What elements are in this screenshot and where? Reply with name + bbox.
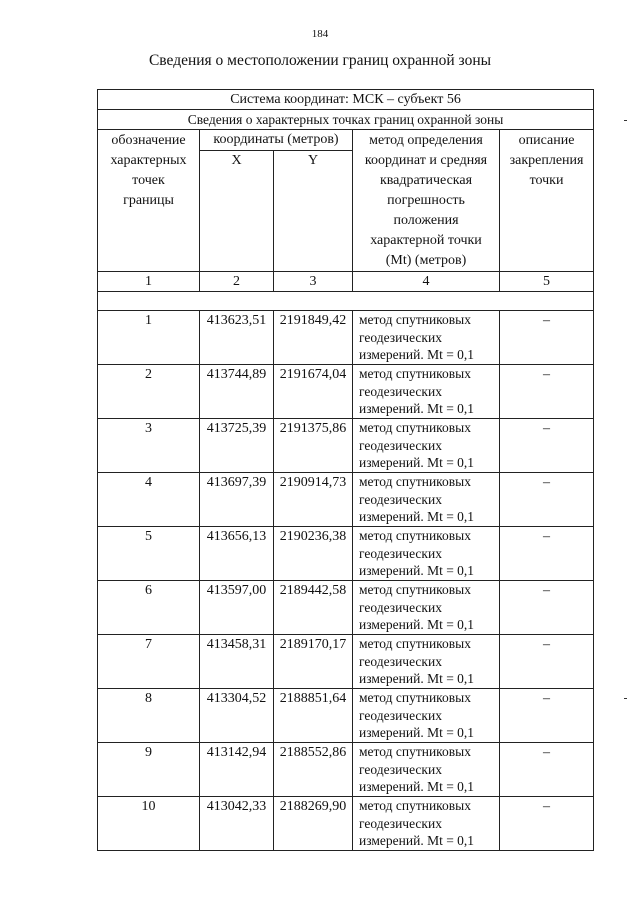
method-line: измерений. Mt = 0,1 [359,671,475,686]
method-line: метод спутниковых [359,798,471,813]
coordinate-y: 2188269,90 [274,797,353,851]
method-line: измерений. Mt = 0,1 [359,779,475,794]
method-line: геодезических [359,599,442,615]
coordinate-y: 2189170,17 [274,635,353,689]
coordinate-x: 413725,39 [200,419,274,473]
coordinate-x: 413458,31 [200,635,274,689]
method-line: метод спутниковых [359,312,471,327]
scan-edge-mark [624,698,627,699]
header-designation [98,130,200,272]
coordinate-y: 2188851,64 [274,689,353,743]
table-row [98,473,594,527]
column-number: 1 [98,272,200,292]
method-line: геодезических [359,329,442,345]
point-number: 4 [98,473,200,527]
table-row [98,419,594,473]
header-method-line: положения [393,213,459,228]
point-number: 10 [98,797,200,851]
fixation-description: – [500,365,594,419]
point-number: 3 [98,419,200,473]
point-number: 7 [98,635,200,689]
fixation-description: – [500,581,594,635]
header-designation-line: характерных [110,153,187,168]
point-number: 1 [98,311,200,365]
fixation-description: – [500,635,594,689]
point-number: 2 [98,365,200,419]
method-cell [353,473,500,527]
table-row [98,365,594,419]
method-cell [353,311,500,365]
header-designation-line: точек [132,173,165,188]
method-line: геодезических [359,653,442,669]
method-line: измерений. Mt = 0,1 [359,833,475,848]
method-line: геодезических [359,545,442,561]
point-number: 5 [98,527,200,581]
coordinate-y: 2189442,58 [274,581,353,635]
header-method-line: метод определения [369,133,483,148]
method-cell [353,689,500,743]
header-description-line: описание [518,133,575,148]
method-line: геодезических [359,437,442,453]
method-line: измерений. Mt = 0,1 [359,401,475,416]
fixation-description: – [500,473,594,527]
table-row [98,689,594,743]
table-row [98,527,594,581]
coordinate-y: 2190236,38 [274,527,353,581]
method-line: измерений. Mt = 0,1 [359,563,475,578]
section-title-row [98,110,594,130]
method-cell [353,365,500,419]
header-description-line: закрепления [509,153,584,168]
coordinate-y: 2191375,86 [274,419,353,473]
empty-cell [98,292,594,311]
coordinate-x: 413142,94 [200,743,274,797]
header-method-line: координат и средняя [364,153,488,168]
boundary-points-table [97,89,594,851]
coordinate-y: 2188552,86 [274,743,353,797]
method-line: измерений. Mt = 0,1 [359,347,475,362]
table-row [98,743,594,797]
method-line: метод спутниковых [359,582,471,597]
coordinate-x: 413623,51 [200,311,274,365]
method-line: геодезических [359,491,442,507]
coordinate-system-row [98,90,594,110]
coordinate-y: 2190914,73 [274,473,353,527]
document-title: Сведения о местоположении границ охранной зоны [148,52,492,69]
column-number: 5 [500,272,594,292]
table-row [98,635,594,689]
method-line: измерений. Mt = 0,1 [359,617,475,632]
header-designation-line: границы [123,193,174,208]
header-y: Y [274,151,353,272]
coordinate-x: 413597,00 [200,581,274,635]
column-number: 3 [274,272,353,292]
method-line: метод спутниковых [359,636,471,651]
coordinate-x: 413042,33 [200,797,274,851]
method-line: метод спутниковых [359,528,471,543]
method-line: измерений. Mt = 0,1 [359,455,475,470]
table-row [98,581,594,635]
header-method-line: квадратическая [379,173,473,188]
method-line: метод спутниковых [359,690,471,705]
column-numbers-row [98,272,594,292]
method-line: геодезических [359,707,442,723]
header-row [98,130,594,151]
header-description-line: точки [529,173,564,188]
point-number: 9 [98,743,200,797]
coordinate-x: 413656,13 [200,527,274,581]
method-cell [353,797,500,851]
coordinate-y: 2191674,04 [274,365,353,419]
method-cell [353,581,500,635]
method-line: метод спутниковых [359,366,471,381]
method-cell [353,635,500,689]
fixation-description: – [500,689,594,743]
method-line: метод спутниковых [359,420,471,435]
section-title-cell: Сведения о характерных точках границ охранной зоны [98,110,594,130]
fixation-description: – [500,311,594,365]
column-number: 4 [353,272,500,292]
header-designation-line: обозначение [111,133,186,148]
fixation-description: – [500,743,594,797]
header-method [353,130,500,272]
fixation-description: – [500,419,594,473]
fixation-description: – [500,527,594,581]
point-number: 6 [98,581,200,635]
method-line: измерений. Mt = 0,1 [359,509,475,524]
header-coordinates: координаты (метров) [200,130,353,151]
coordinate-x: 413697,39 [200,473,274,527]
empty-row [98,292,594,311]
coordinate-x: 413304,52 [200,689,274,743]
table-row [98,797,594,851]
method-line: метод спутниковых [359,744,471,759]
method-cell [353,419,500,473]
header-description [500,130,594,272]
header-method-line: погрешность [387,193,465,208]
column-number: 2 [200,272,274,292]
page-number: 184 [311,28,329,40]
coordinate-system-cell: Система координат: МСК – субъект 56 [98,90,594,110]
header-method-line: характерной точки [370,233,482,248]
method-line: геодезических [359,815,442,831]
method-cell [353,527,500,581]
header-method-line: (Mt) (метров) [385,253,467,268]
method-line: геодезических [359,383,442,399]
method-line: измерений. Mt = 0,1 [359,725,475,740]
header-x: X [200,151,274,272]
fixation-description: – [500,797,594,851]
coordinate-x: 413744,89 [200,365,274,419]
point-number: 8 [98,689,200,743]
coordinate-y: 2191849,42 [274,311,353,365]
method-line: метод спутниковых [359,474,471,489]
scan-edge-mark [624,120,627,121]
table-row [98,311,594,365]
method-line: геодезических [359,761,442,777]
method-cell [353,743,500,797]
